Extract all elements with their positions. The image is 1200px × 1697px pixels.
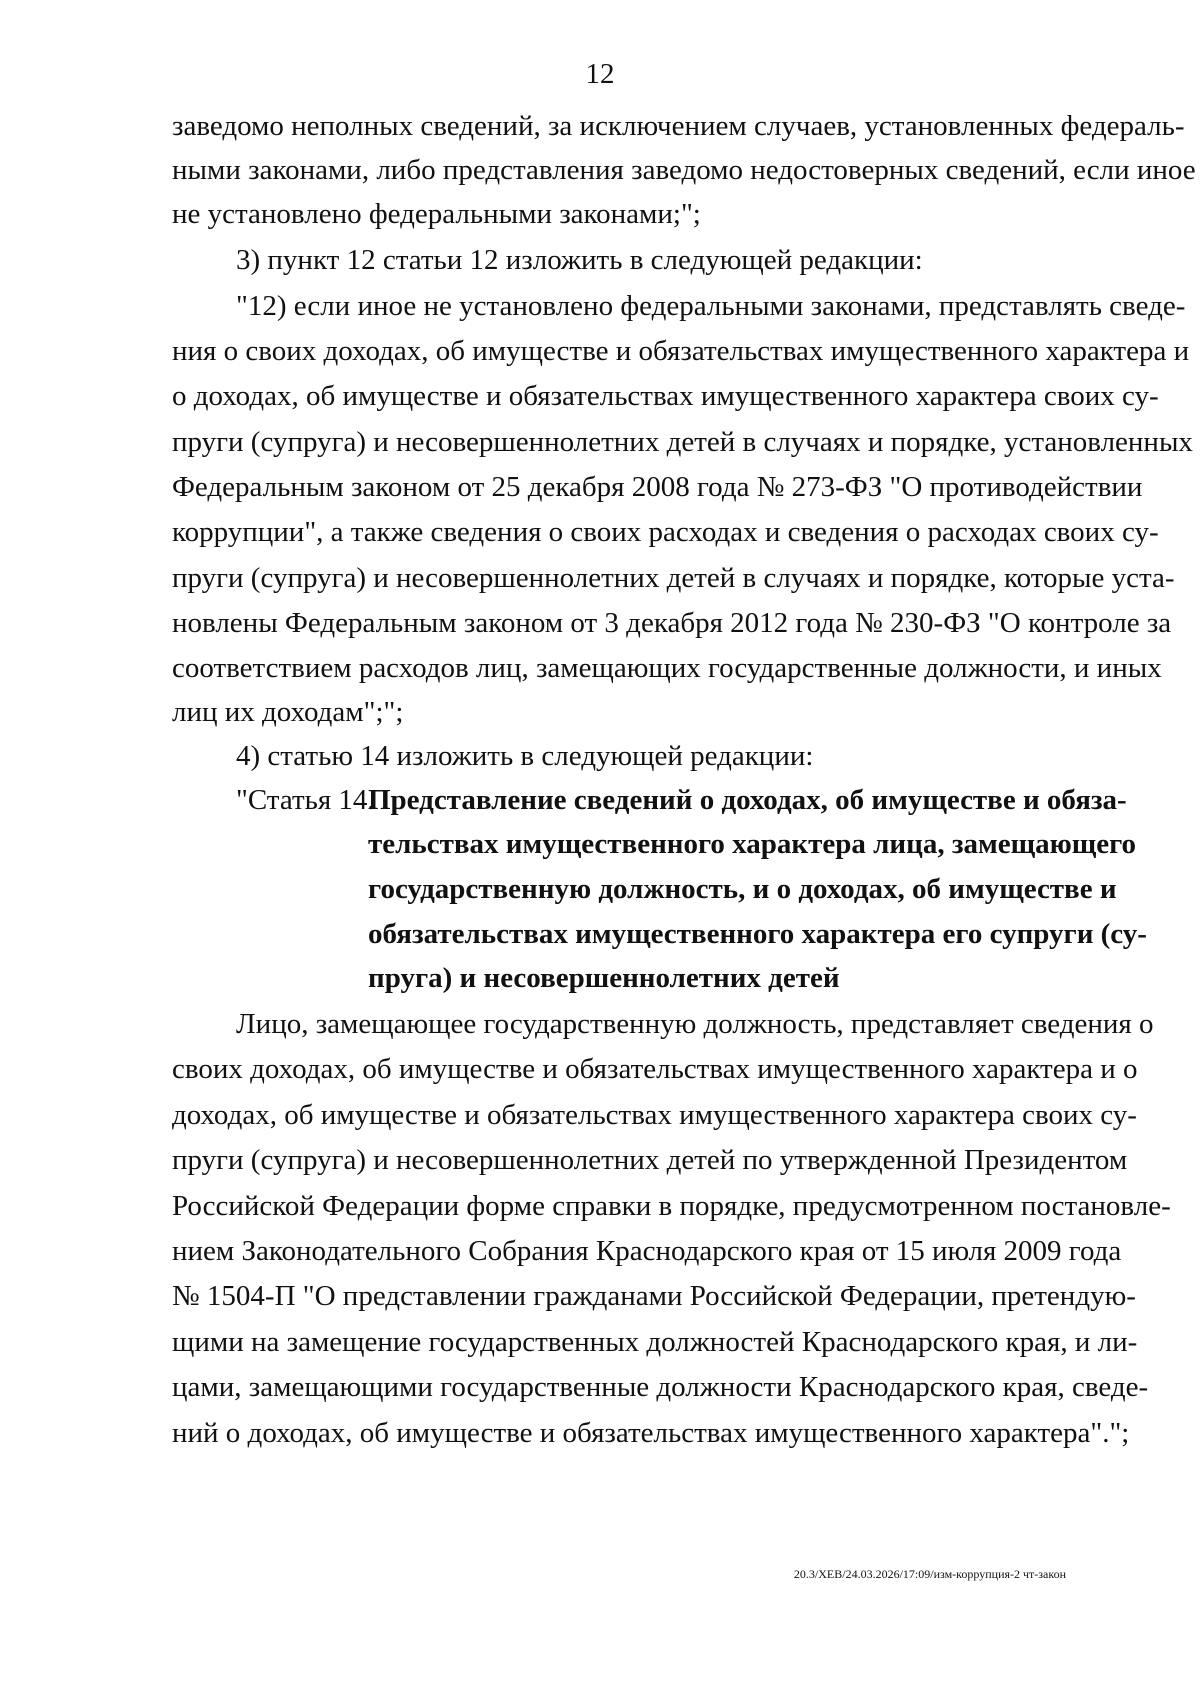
quote-line: пруги (супруга) и несовершеннолетних детей в случаях и порядке, которые уста- [172, 562, 1175, 594]
article-14-title-line: пруга) и несовершеннолетних детей [368, 962, 840, 994]
quote-line: коррупции", а также сведения о своих расходах и сведения о расходах своих су- [172, 516, 1159, 548]
article-body-line: № 1504-П "О представлении гражданами Российской Федерации, претендую- [172, 1280, 1136, 1312]
article-14-prefix: "Статья 14. [236, 784, 375, 816]
article-body-line: доходах, об имуществе и обязательствах имущественного характера своих су- [172, 1099, 1137, 1131]
article-body-line: ний о доходах, об имуществе и обязательствах имущественного характера"."; [172, 1417, 1130, 1449]
quote-line: ния о своих доходах, об имуществе и обязательствах имущественного характера и [172, 335, 1190, 367]
page-number: 12 [585, 58, 615, 90]
quote-line: новлены Федеральным законом от 3 декабря 2012 года № 230-ФЗ "О контроле за [172, 607, 1172, 639]
article-body-line: щими на замещение государственных должностей Краснодарского края, и ли- [172, 1326, 1138, 1358]
paragraph-line: заведомо неполных сведений, за исключением случаев, установленных федераль- [172, 110, 1185, 142]
quote-line: соответствием расходов лиц, замещающих государственные должности, и иных [172, 652, 1162, 684]
article-14-title-line: тельствах имущественного характера лица, замещающего [368, 828, 1137, 860]
quote-line: "12) если иное не установлено федеральными законами, представлять сведе- [236, 290, 1186, 322]
quote-line: Федеральным законом от 25 декабря 2008 года № 273-ФЗ "О противодействии [172, 471, 1143, 503]
quote-line: о доходах, об имуществе и обязательствах имущественного характера своих су- [172, 380, 1159, 412]
quote-line: пруги (супруга) и несовершеннолетних детей в случаях и порядке, установленных [172, 426, 1193, 458]
article-body-line: Лицо, замещающее государственную должность, представляет сведения о [236, 1008, 1154, 1040]
article-14-title-line: обязательствах имущественного характера его супруги (су- [368, 918, 1147, 950]
article-14-title-line: Представление сведений о доходах, об имуществе и обяза- [368, 784, 1127, 816]
article-body-line: Российской Федерации форме справки в порядке, предусмотренном постановле- [172, 1190, 1171, 1222]
item-3-heading: 3) пункт 12 статьи 12 изложить в следующей редакции: [236, 244, 923, 276]
footer-stamp: 20.3/ХЕВ/24.03.2026/17:09/изм-коррупция-2 чт-закон [793, 1567, 1066, 1581]
article-14-title-line: государственную должность, и о доходах, об имуществе и [368, 873, 1117, 905]
article-body-line: цами, замещающими государственные должности Краснодарского края, сведе- [172, 1371, 1149, 1403]
quote-line: лиц их доходам";"; [172, 696, 404, 728]
paragraph-line: ными законами, либо представления заведомо недостоверных сведений, если иное [172, 154, 1196, 186]
paragraph-line: не установлено федеральными законами;"; [172, 198, 701, 230]
article-body-line: своих доходах, об имуществе и обязательствах имущественного характера и о [172, 1053, 1138, 1085]
article-body-line: пруги (супруга) и несовершеннолетних детей по утвержденной Президентом [172, 1144, 1128, 1176]
article-body-line: нием Законодательного Собрания Краснодарского края от 15 июля 2009 года [172, 1235, 1122, 1267]
item-4-heading: 4) статью 14 изложить в следующей редакции: [236, 740, 814, 772]
